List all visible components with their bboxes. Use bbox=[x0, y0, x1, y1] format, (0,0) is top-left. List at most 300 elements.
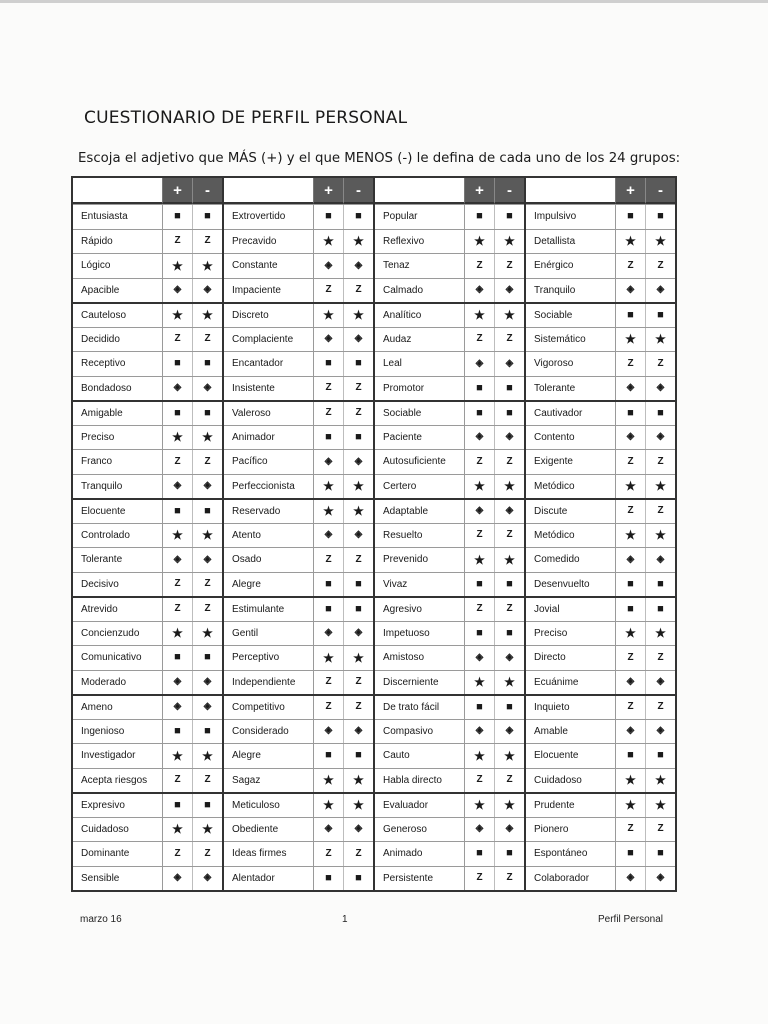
star-plus-mark[interactable]: ★ bbox=[172, 748, 183, 763]
z-minus-mark[interactable]: Z bbox=[192, 842, 222, 866]
square-minus-mark[interactable]: ■ bbox=[343, 744, 373, 768]
square-minus-mark[interactable]: ■ bbox=[494, 205, 524, 229]
z-plus-mark[interactable]: Z bbox=[325, 407, 332, 419]
star-plus-mark[interactable]: ★ bbox=[625, 626, 636, 641]
square-minus-mark[interactable]: ■ bbox=[192, 500, 222, 523]
square-plus-mark[interactable]: ■ bbox=[476, 626, 483, 639]
square-plus-mark[interactable]: ■ bbox=[174, 357, 181, 370]
diamond-minus-mark[interactable]: ◈ bbox=[192, 377, 222, 401]
diamond-plus-mark[interactable]: ◈ bbox=[173, 480, 182, 492]
adjective-label: Preciso bbox=[73, 426, 163, 450]
footer-page-number: 1 bbox=[342, 914, 348, 925]
diamond-minus-mark[interactable]: ◈ bbox=[343, 450, 373, 474]
diamond-minus-mark[interactable]: ◈ bbox=[494, 500, 524, 523]
square-minus-mark[interactable]: ■ bbox=[494, 402, 524, 425]
square-minus-mark[interactable]: ■ bbox=[192, 794, 222, 817]
diamond-minus-mark[interactable]: ◈ bbox=[192, 279, 222, 303]
star-plus-mark[interactable]: ★ bbox=[474, 308, 485, 323]
adjective-label: Amigable bbox=[73, 402, 163, 425]
diamond-plus-mark[interactable]: ◈ bbox=[324, 333, 333, 345]
diamond-minus-mark[interactable]: ◈ bbox=[192, 671, 222, 695]
z-plus-mark[interactable]: Z bbox=[627, 701, 634, 713]
adjective-label: Encantador bbox=[224, 352, 314, 376]
adjective-row bbox=[526, 425, 675, 450]
square-minus-mark[interactable]: ■ bbox=[645, 598, 675, 621]
z-plus-mark[interactable]: Z bbox=[627, 505, 634, 517]
star-plus-mark[interactable]: ★ bbox=[323, 504, 334, 519]
star-minus-mark[interactable]: ★ bbox=[645, 230, 675, 254]
square-minus-mark[interactable]: ■ bbox=[645, 304, 675, 327]
adjective-label: Discute bbox=[526, 500, 616, 523]
square-minus-mark[interactable]: ■ bbox=[192, 352, 222, 376]
square-minus-mark[interactable]: ■ bbox=[192, 205, 222, 229]
adjective-label: Ecuánime bbox=[526, 671, 616, 695]
adjective-row bbox=[526, 498, 675, 523]
z-plus-mark[interactable]: Z bbox=[325, 284, 332, 296]
star-minus-mark[interactable]: ★ bbox=[343, 230, 373, 254]
adjective-label: Tolerante bbox=[526, 377, 616, 401]
star-minus-mark[interactable]: ★ bbox=[645, 524, 675, 548]
diamond-plus-mark[interactable]: ◈ bbox=[475, 725, 484, 737]
diamond-plus-mark[interactable]: ◈ bbox=[324, 627, 333, 639]
star-plus-mark[interactable]: ★ bbox=[625, 479, 636, 494]
adjective-row bbox=[375, 841, 524, 866]
adjective-row bbox=[375, 278, 524, 303]
z-minus-mark[interactable]: Z bbox=[494, 867, 524, 891]
star-plus-mark[interactable]: ★ bbox=[323, 773, 334, 788]
diamond-plus-mark[interactable]: ◈ bbox=[173, 284, 182, 296]
adjective-row bbox=[526, 302, 675, 327]
z-minus-mark[interactable]: Z bbox=[645, 450, 675, 474]
diamond-plus-mark[interactable]: ◈ bbox=[626, 725, 635, 737]
adjective-label: Agresivo bbox=[375, 598, 465, 621]
diamond-plus-mark[interactable]: ◈ bbox=[324, 823, 333, 835]
star-minus-mark[interactable]: ★ bbox=[645, 622, 675, 646]
square-plus-mark[interactable]: ■ bbox=[325, 577, 332, 590]
z-plus-mark[interactable]: Z bbox=[476, 455, 483, 467]
square-plus-mark[interactable]: ■ bbox=[627, 406, 634, 419]
adjective-label: Atrevido bbox=[73, 598, 163, 621]
footer-doc-name: Perfil Personal bbox=[598, 914, 664, 925]
adjective-label: Comedido bbox=[526, 548, 616, 572]
diamond-minus-mark[interactable]: ◈ bbox=[343, 720, 373, 744]
adjective-label: Competitivo bbox=[224, 696, 314, 719]
square-plus-mark[interactable]: ■ bbox=[325, 210, 332, 223]
star-minus-mark[interactable]: ★ bbox=[192, 254, 222, 278]
adjective-label: Impaciente bbox=[224, 279, 314, 303]
adjective-row bbox=[73, 572, 222, 597]
adjective-label: Reservado bbox=[224, 500, 314, 523]
square-minus-mark[interactable]: ■ bbox=[494, 377, 524, 401]
star-minus-mark[interactable]: ★ bbox=[343, 794, 373, 817]
square-plus-mark[interactable]: ■ bbox=[627, 602, 634, 615]
z-minus-mark[interactable]: Z bbox=[343, 696, 373, 719]
star-minus-mark[interactable]: ★ bbox=[343, 500, 373, 523]
adjective-label: Compasivo bbox=[375, 720, 465, 744]
star-plus-mark[interactable]: ★ bbox=[474, 479, 485, 494]
page-title: CUESTIONARIO DE PERFIL PERSONAL bbox=[84, 108, 408, 128]
diamond-plus-mark[interactable]: ◈ bbox=[173, 872, 182, 884]
z-plus-mark[interactable]: Z bbox=[476, 529, 483, 541]
diamond-plus-mark[interactable]: ◈ bbox=[626, 553, 635, 565]
z-plus-mark[interactable]: Z bbox=[325, 382, 332, 394]
z-minus-mark[interactable]: Z bbox=[192, 573, 222, 597]
header-minus: - bbox=[343, 178, 373, 204]
adjective-row bbox=[224, 670, 373, 695]
diamond-plus-mark[interactable]: ◈ bbox=[475, 505, 484, 517]
z-minus-mark[interactable]: Z bbox=[343, 842, 373, 866]
square-plus-mark[interactable]: ■ bbox=[174, 406, 181, 419]
square-minus-mark[interactable]: ■ bbox=[645, 573, 675, 597]
square-minus-mark[interactable]: ■ bbox=[343, 573, 373, 597]
star-plus-mark[interactable]: ★ bbox=[474, 234, 485, 249]
square-minus-mark[interactable]: ■ bbox=[494, 573, 524, 597]
square-minus-mark[interactable]: ■ bbox=[192, 402, 222, 425]
square-plus-mark[interactable]: ■ bbox=[174, 724, 181, 737]
z-plus-mark[interactable]: Z bbox=[627, 259, 634, 271]
diamond-plus-mark[interactable]: ◈ bbox=[173, 676, 182, 688]
z-plus-mark[interactable]: Z bbox=[174, 333, 181, 345]
diamond-minus-mark[interactable]: ◈ bbox=[343, 818, 373, 842]
diamond-plus-mark[interactable]: ◈ bbox=[626, 676, 635, 688]
adjective-label: Cuidadoso bbox=[73, 818, 163, 842]
adjective-label: Dominante bbox=[73, 842, 163, 866]
z-minus-mark[interactable]: Z bbox=[645, 254, 675, 278]
diamond-minus-mark[interactable]: ◈ bbox=[494, 818, 524, 842]
z-minus-mark[interactable]: Z bbox=[192, 598, 222, 621]
z-plus-mark[interactable]: Z bbox=[325, 847, 332, 859]
adjective-label: Pacífico bbox=[224, 450, 314, 474]
header-minus: - bbox=[645, 178, 675, 204]
adjective-row bbox=[526, 547, 675, 572]
star-plus-mark[interactable]: ★ bbox=[323, 234, 334, 249]
z-minus-mark[interactable]: Z bbox=[343, 671, 373, 695]
adjective-row bbox=[375, 327, 524, 352]
diamond-minus-mark[interactable]: ◈ bbox=[343, 254, 373, 278]
z-minus-mark[interactable]: Z bbox=[645, 500, 675, 523]
z-minus-mark[interactable]: Z bbox=[645, 818, 675, 842]
square-minus-mark[interactable]: ■ bbox=[645, 205, 675, 229]
diamond-plus-mark[interactable]: ◈ bbox=[475, 431, 484, 443]
adjective-row bbox=[224, 253, 373, 278]
star-minus-mark[interactable]: ★ bbox=[645, 328, 675, 352]
square-minus-mark[interactable]: ■ bbox=[343, 867, 373, 891]
adjective-row bbox=[526, 474, 675, 499]
z-plus-mark[interactable]: Z bbox=[325, 676, 332, 688]
star-plus-mark[interactable]: ★ bbox=[474, 675, 485, 690]
z-plus-mark[interactable]: Z bbox=[174, 235, 181, 247]
square-plus-mark[interactable]: ■ bbox=[627, 308, 634, 321]
square-plus-mark[interactable]: ■ bbox=[476, 406, 483, 419]
diamond-minus-mark[interactable]: ◈ bbox=[192, 548, 222, 572]
star-minus-mark[interactable]: ★ bbox=[645, 769, 675, 793]
star-plus-mark[interactable]: ★ bbox=[625, 798, 636, 813]
diamond-minus-mark[interactable]: ◈ bbox=[192, 696, 222, 719]
adjective-row bbox=[224, 327, 373, 352]
diamond-minus-mark[interactable]: ◈ bbox=[343, 524, 373, 548]
star-plus-mark[interactable]: ★ bbox=[323, 479, 334, 494]
z-minus-mark[interactable]: Z bbox=[494, 524, 524, 548]
z-plus-mark[interactable]: Z bbox=[476, 872, 483, 884]
header-minus: - bbox=[192, 178, 222, 204]
adjective-row bbox=[224, 841, 373, 866]
diamond-minus-mark[interactable]: ◈ bbox=[494, 352, 524, 376]
adjective-label: Preciso bbox=[526, 622, 616, 646]
diamond-minus-mark[interactable]: ◈ bbox=[645, 548, 675, 572]
z-minus-mark[interactable]: Z bbox=[645, 646, 675, 670]
adjective-label: Controlado bbox=[73, 524, 163, 548]
star-plus-mark[interactable]: ★ bbox=[474, 748, 485, 763]
header-blank-cell bbox=[224, 178, 314, 204]
adjective-row bbox=[375, 449, 524, 474]
adjective-row bbox=[224, 572, 373, 597]
star-plus-mark[interactable]: ★ bbox=[625, 773, 636, 788]
z-plus-mark[interactable]: Z bbox=[627, 357, 634, 369]
square-plus-mark[interactable]: ■ bbox=[325, 430, 332, 443]
adjective-label: Sagaz bbox=[224, 769, 314, 793]
z-minus-mark[interactable]: Z bbox=[645, 352, 675, 376]
star-minus-mark[interactable]: ★ bbox=[192, 304, 222, 327]
adjective-row bbox=[73, 866, 222, 891]
star-minus-mark[interactable]: ★ bbox=[494, 548, 524, 572]
z-plus-mark[interactable]: Z bbox=[476, 603, 483, 615]
adjective-row bbox=[73, 841, 222, 866]
square-minus-mark[interactable]: ■ bbox=[343, 426, 373, 450]
star-minus-mark[interactable]: ★ bbox=[192, 818, 222, 842]
square-minus-mark[interactable]: ■ bbox=[343, 352, 373, 376]
adjective-label: Perfeccionista bbox=[224, 475, 314, 499]
diamond-plus-mark[interactable]: ◈ bbox=[626, 872, 635, 884]
star-minus-mark[interactable]: ★ bbox=[494, 744, 524, 768]
diamond-minus-mark[interactable]: ◈ bbox=[645, 279, 675, 303]
diamond-plus-mark[interactable]: ◈ bbox=[626, 382, 635, 394]
adjective-row bbox=[526, 841, 675, 866]
star-plus-mark[interactable]: ★ bbox=[172, 528, 183, 543]
adjective-row bbox=[375, 719, 524, 744]
star-plus-mark[interactable]: ★ bbox=[172, 626, 183, 641]
page-top-edge bbox=[0, 0, 768, 3]
star-minus-mark[interactable]: ★ bbox=[343, 646, 373, 670]
square-plus-mark[interactable]: ■ bbox=[627, 577, 634, 590]
square-plus-mark[interactable]: ■ bbox=[174, 504, 181, 517]
z-minus-mark[interactable]: Z bbox=[192, 230, 222, 254]
square-minus-mark[interactable]: ■ bbox=[645, 744, 675, 768]
star-plus-mark[interactable]: ★ bbox=[172, 258, 183, 273]
adjective-label: Sociable bbox=[526, 304, 616, 327]
adjective-row bbox=[375, 670, 524, 695]
star-plus-mark[interactable]: ★ bbox=[625, 234, 636, 249]
square-plus-mark[interactable]: ■ bbox=[325, 602, 332, 615]
adjective-row bbox=[224, 817, 373, 842]
star-minus-mark[interactable]: ★ bbox=[192, 524, 222, 548]
square-plus-mark[interactable]: ■ bbox=[476, 700, 483, 713]
star-minus-mark[interactable]: ★ bbox=[494, 671, 524, 695]
z-plus-mark[interactable]: Z bbox=[174, 455, 181, 467]
star-minus-mark[interactable]: ★ bbox=[494, 794, 524, 817]
z-minus-mark[interactable]: Z bbox=[645, 696, 675, 719]
square-minus-mark[interactable]: ■ bbox=[343, 205, 373, 229]
diamond-plus-mark[interactable]: ◈ bbox=[324, 259, 333, 271]
adjective-row bbox=[526, 670, 675, 695]
diamond-minus-mark[interactable]: ◈ bbox=[494, 426, 524, 450]
z-minus-mark[interactable]: Z bbox=[494, 769, 524, 793]
square-minus-mark[interactable]: ■ bbox=[494, 622, 524, 646]
star-plus-mark[interactable]: ★ bbox=[474, 552, 485, 567]
star-minus-mark[interactable]: ★ bbox=[645, 475, 675, 499]
z-minus-mark[interactable]: Z bbox=[343, 377, 373, 401]
diamond-plus-mark[interactable]: ◈ bbox=[324, 455, 333, 467]
diamond-plus-mark[interactable]: ◈ bbox=[173, 553, 182, 565]
square-plus-mark[interactable]: ■ bbox=[627, 749, 634, 762]
adjective-label: Apacible bbox=[73, 279, 163, 303]
star-plus-mark[interactable]: ★ bbox=[323, 798, 334, 813]
star-minus-mark[interactable]: ★ bbox=[645, 794, 675, 817]
star-plus-mark[interactable]: ★ bbox=[323, 650, 334, 665]
z-plus-mark[interactable]: Z bbox=[476, 259, 483, 271]
square-plus-mark[interactable]: ■ bbox=[174, 651, 181, 664]
square-plus-mark[interactable]: ■ bbox=[325, 749, 332, 762]
z-minus-mark[interactable]: Z bbox=[494, 598, 524, 621]
adjective-label: Franco bbox=[73, 450, 163, 474]
z-plus-mark[interactable]: Z bbox=[174, 578, 181, 590]
diamond-minus-mark[interactable]: ◈ bbox=[645, 426, 675, 450]
star-plus-mark[interactable]: ★ bbox=[625, 528, 636, 543]
z-plus-mark[interactable]: Z bbox=[174, 603, 181, 615]
adjective-label: Persistente bbox=[375, 867, 465, 891]
z-plus-mark[interactable]: Z bbox=[627, 455, 634, 467]
adjective-label: Receptivo bbox=[73, 352, 163, 376]
square-plus-mark[interactable]: ■ bbox=[476, 577, 483, 590]
diamond-minus-mark[interactable]: ◈ bbox=[192, 867, 222, 891]
adjective-row bbox=[73, 229, 222, 254]
adjective-label: Desenvuelto bbox=[526, 573, 616, 597]
adjective-label: Sensible bbox=[73, 867, 163, 891]
star-minus-mark[interactable]: ★ bbox=[494, 304, 524, 327]
square-plus-mark[interactable]: ■ bbox=[174, 210, 181, 223]
z-plus-mark[interactable]: Z bbox=[627, 823, 634, 835]
adjective-label: Analítico bbox=[375, 304, 465, 327]
adjective-row bbox=[224, 229, 373, 254]
diamond-plus-mark[interactable]: ◈ bbox=[475, 651, 484, 663]
z-minus-mark[interactable]: Z bbox=[192, 450, 222, 474]
star-plus-mark[interactable]: ★ bbox=[474, 798, 485, 813]
star-minus-mark[interactable]: ★ bbox=[192, 622, 222, 646]
square-minus-mark[interactable]: ■ bbox=[192, 720, 222, 744]
square-plus-mark[interactable]: ■ bbox=[627, 847, 634, 860]
star-minus-mark[interactable]: ★ bbox=[343, 475, 373, 499]
adjective-row bbox=[224, 204, 373, 229]
star-plus-mark[interactable]: ★ bbox=[172, 308, 183, 323]
adjective-label: Amable bbox=[526, 720, 616, 744]
star-minus-mark[interactable]: ★ bbox=[192, 426, 222, 450]
star-plus-mark[interactable]: ★ bbox=[172, 430, 183, 445]
diamond-plus-mark[interactable]: ◈ bbox=[475, 284, 484, 296]
diamond-minus-mark[interactable]: ◈ bbox=[645, 720, 675, 744]
diamond-minus-mark[interactable]: ◈ bbox=[343, 328, 373, 352]
adjective-label: Tenaz bbox=[375, 254, 465, 278]
z-plus-mark[interactable]: Z bbox=[476, 333, 483, 345]
adjective-label: Impetuoso bbox=[375, 622, 465, 646]
star-minus-mark[interactable]: ★ bbox=[494, 230, 524, 254]
diamond-minus-mark[interactable]: ◈ bbox=[494, 720, 524, 744]
diamond-minus-mark[interactable]: ◈ bbox=[494, 279, 524, 303]
z-minus-mark[interactable]: Z bbox=[343, 402, 373, 425]
square-plus-mark[interactable]: ■ bbox=[325, 871, 332, 884]
adjective-row bbox=[526, 817, 675, 842]
diamond-minus-mark[interactable]: ◈ bbox=[645, 867, 675, 891]
square-minus-mark[interactable]: ■ bbox=[192, 646, 222, 670]
z-plus-mark[interactable]: Z bbox=[174, 774, 181, 786]
square-plus-mark[interactable]: ■ bbox=[476, 381, 483, 394]
diamond-minus-mark[interactable]: ◈ bbox=[494, 646, 524, 670]
diamond-plus-mark[interactable]: ◈ bbox=[626, 284, 635, 296]
adjective-row bbox=[526, 278, 675, 303]
star-minus-mark[interactable]: ★ bbox=[343, 304, 373, 327]
adjective-label: Alegre bbox=[224, 744, 314, 768]
star-plus-mark[interactable]: ★ bbox=[323, 308, 334, 323]
diamond-plus-mark[interactable]: ◈ bbox=[475, 357, 484, 369]
adjective-label: Tolerante bbox=[73, 548, 163, 572]
diamond-plus-mark[interactable]: ◈ bbox=[324, 725, 333, 737]
square-minus-mark[interactable]: ■ bbox=[645, 842, 675, 866]
z-minus-mark[interactable]: Z bbox=[343, 548, 373, 572]
diamond-plus-mark[interactable]: ◈ bbox=[626, 431, 635, 443]
square-plus-mark[interactable]: ■ bbox=[174, 798, 181, 811]
adjective-row bbox=[526, 792, 675, 817]
diamond-plus-mark[interactable]: ◈ bbox=[173, 382, 182, 394]
diamond-plus-mark[interactable]: ◈ bbox=[324, 529, 333, 541]
star-minus-mark[interactable]: ★ bbox=[494, 475, 524, 499]
adjective-row bbox=[526, 351, 675, 376]
z-minus-mark[interactable]: Z bbox=[192, 328, 222, 352]
z-minus-mark[interactable]: Z bbox=[494, 450, 524, 474]
z-minus-mark[interactable]: Z bbox=[343, 279, 373, 303]
z-minus-mark[interactable]: Z bbox=[494, 254, 524, 278]
z-minus-mark[interactable]: Z bbox=[192, 769, 222, 793]
adjective-label: Metódico bbox=[526, 475, 616, 499]
diamond-minus-mark[interactable]: ◈ bbox=[645, 671, 675, 695]
z-plus-mark[interactable]: Z bbox=[174, 847, 181, 859]
z-plus-mark[interactable]: Z bbox=[627, 651, 634, 663]
z-plus-mark[interactable]: Z bbox=[325, 553, 332, 565]
square-minus-mark[interactable]: ■ bbox=[343, 598, 373, 621]
square-plus-mark[interactable]: ■ bbox=[476, 847, 483, 860]
square-plus-mark[interactable]: ■ bbox=[627, 210, 634, 223]
diamond-minus-mark[interactable]: ◈ bbox=[343, 622, 373, 646]
square-plus-mark[interactable]: ■ bbox=[476, 210, 483, 223]
square-plus-mark[interactable]: ■ bbox=[325, 357, 332, 370]
adjective-label: Sistemático bbox=[526, 328, 616, 352]
star-minus-mark[interactable]: ★ bbox=[192, 744, 222, 768]
diamond-minus-mark[interactable]: ◈ bbox=[192, 475, 222, 499]
adjective-row bbox=[375, 817, 524, 842]
square-minus-mark[interactable]: ■ bbox=[494, 842, 524, 866]
z-plus-mark[interactable]: Z bbox=[476, 774, 483, 786]
diamond-plus-mark[interactable]: ◈ bbox=[475, 823, 484, 835]
diamond-plus-mark[interactable]: ◈ bbox=[173, 701, 182, 713]
square-minus-mark[interactable]: ■ bbox=[645, 402, 675, 425]
adjective-label: Constante bbox=[224, 254, 314, 278]
word-column-2 bbox=[222, 178, 373, 890]
adjective-label: Adaptable bbox=[375, 500, 465, 523]
square-minus-mark[interactable]: ■ bbox=[494, 696, 524, 719]
star-plus-mark[interactable]: ★ bbox=[172, 822, 183, 837]
z-plus-mark[interactable]: Z bbox=[325, 701, 332, 713]
star-minus-mark[interactable]: ★ bbox=[343, 769, 373, 793]
diamond-minus-mark[interactable]: ◈ bbox=[645, 377, 675, 401]
z-minus-mark[interactable]: Z bbox=[494, 328, 524, 352]
star-plus-mark[interactable]: ★ bbox=[625, 332, 636, 347]
